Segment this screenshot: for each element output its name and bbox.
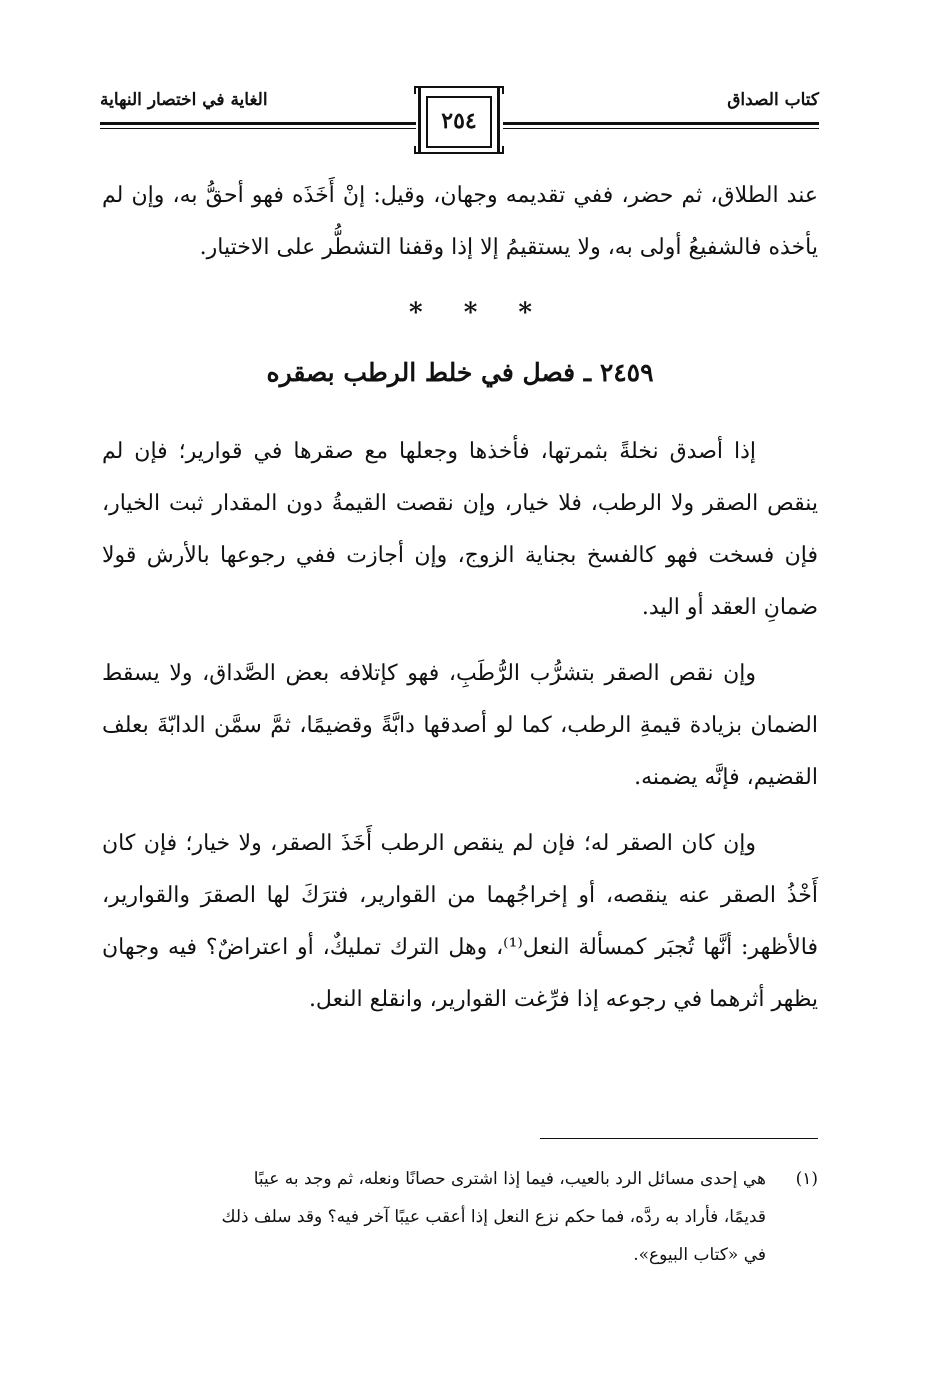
section-body — [102, 426, 818, 1026]
footnote-divider — [540, 1138, 818, 1139]
paragraph-3: وإن كان الصقر له؛ فإن لم ينقص الرطب أَخَذَ الصقر، ولا خيار؛ فإن كان أَخْذُ الصقر عنه ينقصه، أو إخراجُهما من القوارير، فترَكَ لها الصقرَ والقوارير، فالأظهر: أنَّها تُجبَر كمسألة النعل⁽¹⁾، وهل الترك تمليكٌ، أو اعتراضٌ؟ فيه وجهان يظهر أثرهما في رجوعه إذا فرِّغت القوارير، وانقلع النعل. — [102, 831, 818, 1012]
section-separator: * * * — [409, 298, 548, 328]
intro-paragraph: عند الطلاق، ثم حضر، ففي تقديمه وجهان، وقيل: إنْ أَخَذَه فهو أحقُّ به، وإن لم يأخذه فالشفيعُ أولى به، ولا يستقيمُ إلا إذا وقفنا التشطُّر على الاختيار. — [102, 183, 818, 260]
chapter-title: كتاب الصداق — [727, 90, 819, 110]
book-title: الغاية في اختصار النهاية — [100, 90, 268, 110]
header-rule-left — [100, 122, 416, 125]
running-header — [100, 86, 819, 156]
footnote-line-3: في «كتاب البيوع». — [633, 1245, 766, 1265]
paragraph-1: إذا أصدق نخلةً بثمرتها، فأخذها وجعلها مع صقرها في قوارير؛ فإن لم ينقص الصقر ولا الرطب، فلا خيار، وإن نقصت القيمةُ دون المقدار ثبت الخيار، فإن فسخت فهو كالفسخ بجناية الزوج، وإن أجازت ففي رجوعها بالأرش قولا ضمانِ العقد أو اليد. — [102, 439, 818, 620]
page-number: ٢٥٤ — [441, 108, 477, 134]
footnote-marker: (١) — [795, 1169, 818, 1189]
footnotes — [102, 1160, 818, 1274]
footnote-line-1: هي إحدى مسائل الرد بالعيب، فيما إذا اشترى حصانًا ونعله، ثم وجد به عيبًا — [253, 1169, 766, 1189]
footnote-line-2: قديمًا، فأراد به ردَّه، فما حكم نزع النعل إذا أعقب عيبًا آخر فيه؟ وقد سلف ذلك — [221, 1207, 766, 1227]
intro-text — [102, 170, 818, 274]
header-rule-right — [503, 122, 819, 125]
page-number-frame — [418, 86, 500, 154]
footnote-item — [102, 1160, 818, 1274]
paragraph-2: وإن نقص الصقر بتشرُّب الرُّطَبِ، فهو كإتلافه بعض الصَّداق، ولا يسقط الضمان بزيادة قيمةِ الرطب، كما لو أصدقها دابَّةً وقضيمًا، ثمَّ سمَّن الدابّةَ بعلف القضيم، فإنَّه يضمنه. — [102, 661, 818, 790]
section-heading: ٢٤٥٩ ـ فصل في خلط الرطب بصقره — [266, 358, 654, 387]
